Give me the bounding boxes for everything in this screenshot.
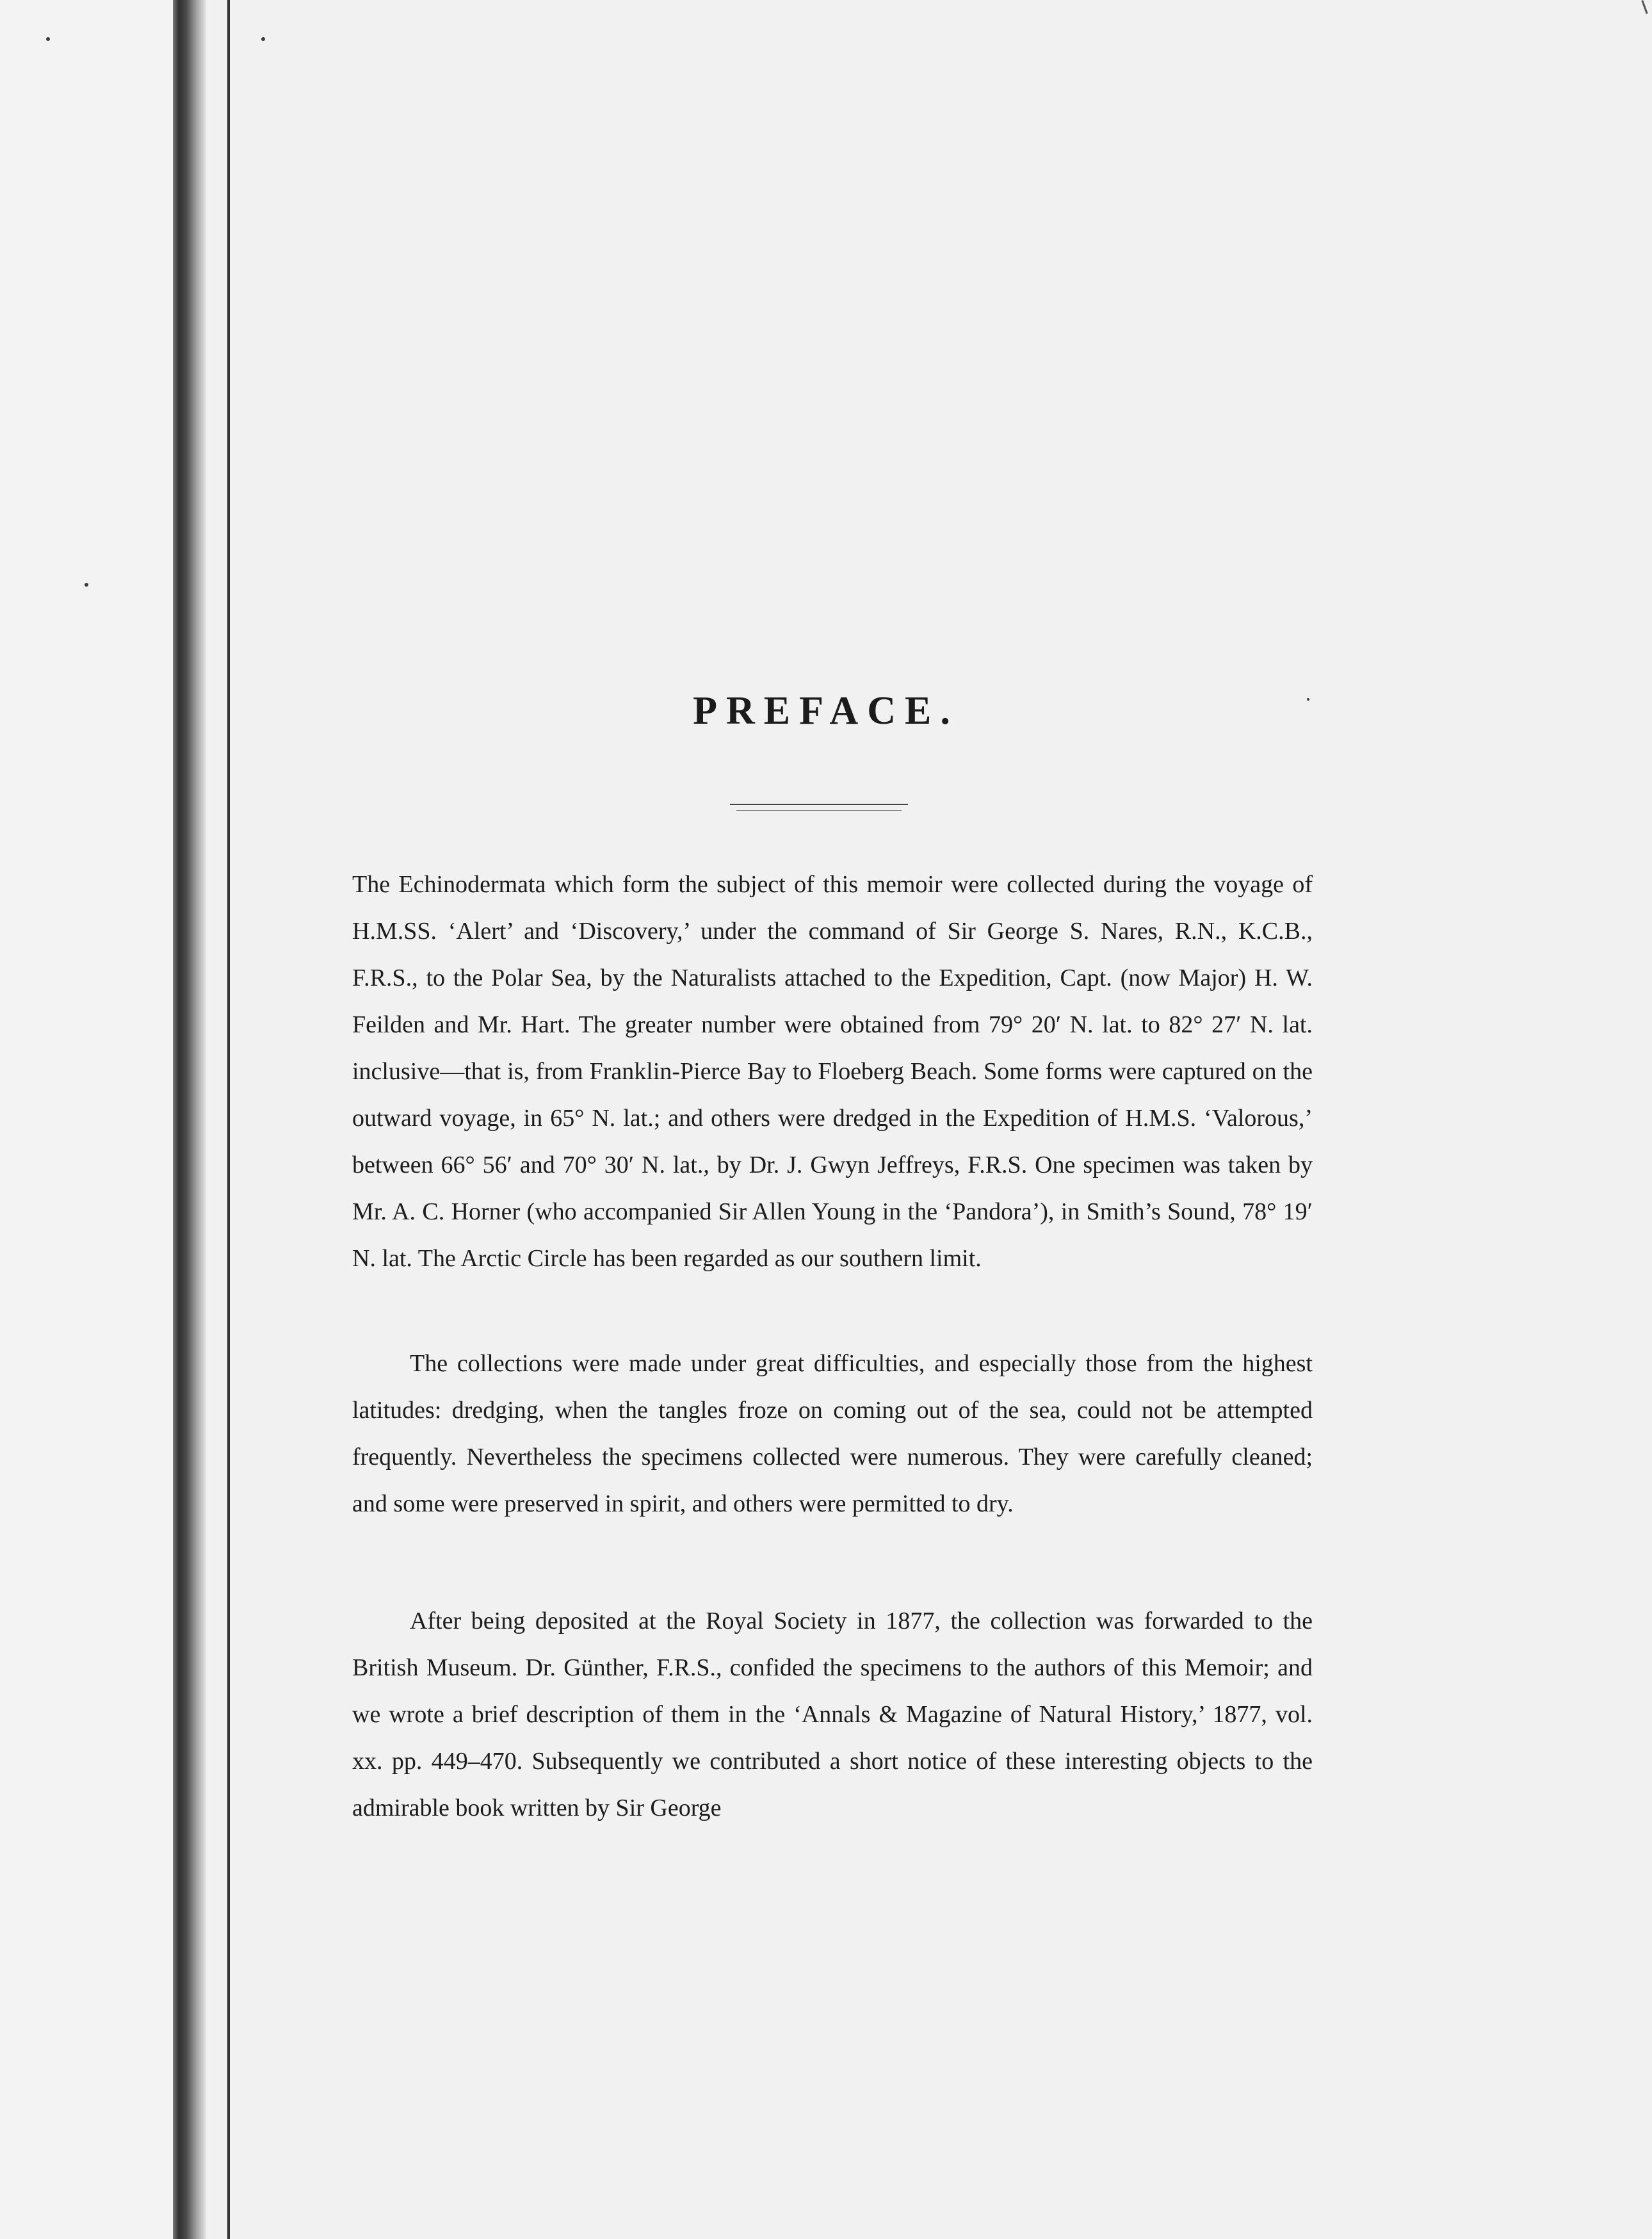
binding-shadow (173, 0, 206, 2239)
speck-mark (85, 583, 88, 587)
left-margin (0, 0, 173, 2239)
page-title: PREFACE. (693, 689, 959, 733)
speck-mark (46, 37, 50, 41)
paragraph-3: After being deposited at the Royal Society in 1877, the collection was forwarded to the British Museum. Dr. Günther, F.R.S., confided the specimens to the authors of this Memoir; and we wrote a brief description of them in the ‘Annals & Magazine of Natural History,’ 1877, vol. xx. pp. 449–470. Subsequently we contributed a short notice of these interesting objects to the admirable book written by Sir George (352, 1608, 1313, 1821)
speck-mark (261, 37, 265, 41)
paragraph-2: The collections were made under great difficulties, and especially those from the highest latitudes: dredging, when the tangles froze on coming out of the sea, could not be attempted frequently. Nevertheless the specimens collected were numerous. They were carefully cleaned; and some were preserved in spirit, and others were permitted to dry. (352, 1350, 1313, 1517)
title-rule (730, 804, 908, 805)
corner-mark (1641, 0, 1648, 14)
binding-edge (227, 0, 230, 2239)
title-rule-secondary (736, 810, 902, 811)
paragraph-1: The Echinodermata which form the subject of this memoir were collected during the voyage of H.M.SS. ‘Alert’ and ‘Discovery,’ under the command of Sir George S. Nares, R.N., K.C.B., F.R.S., to the Polar Sea, by the Naturalists attached to the Expedition, Capt. (now Major) H. W. Feilden and Mr. Hart. The greater number were obtained from 79° 20′ N. lat. to 82° 27′ N. lat. inclusive—that is, from Franklin-Pierce Bay to Floeberg Beach. Some forms were captured on the outward voyage, in 65° N. lat.; and others were dredged in the Expedition of H.M.S. ‘Valorous,’ between 66° 56′ and 70° 30′ N. lat., by Dr. J. Gwyn Jeffreys, F.R.S. One specimen was taken by Mr. A. C. Horner (who accompanied Sir Allen Young in the ‘Pandora’), in Smith’s Sound, 78° 19′ N. lat. The Arctic Circle has been regarded as our southern limit. (352, 871, 1313, 1272)
